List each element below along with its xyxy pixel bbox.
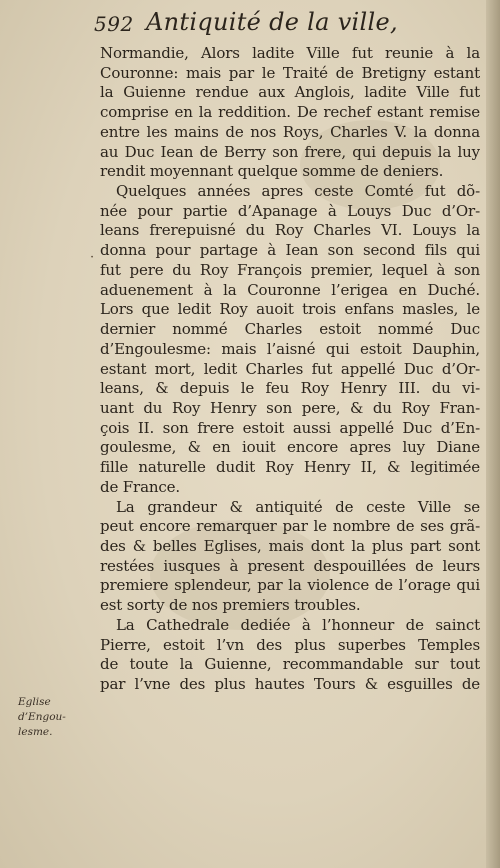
text-line: çois II. son frere estoit aussi appellé Duc d’En-: [100, 418, 480, 437]
text-line: Pierre, estoit l’vn des plus superbes Temples: [100, 635, 480, 654]
text-line: donna pour partage à Iean son second fils qui: [100, 241, 480, 260]
text-line: premiere splendeur, par la violence de l’orage qui: [100, 576, 480, 595]
text-line: dernier nommé Charles estoit nommé Duc: [100, 320, 480, 339]
page-header: [84, 4, 484, 42]
page-gutter-shadow: [486, 0, 500, 868]
text-line: comprise en la reddition. De rechef estant remise: [100, 103, 480, 122]
text-line: aduenement à la Couronne l’erigea en Duché.: [100, 280, 480, 299]
text-line: de France.: [100, 477, 180, 496]
text-line: d’Engoulesme: mais l’aisné qui estoit Dauphin,: [100, 339, 480, 358]
text-line: uant du Roy Henry son pere, & du Roy Fran-: [100, 398, 480, 417]
text-line: La Cathedrale dediée à l’honneur de sainct: [116, 615, 480, 634]
text-line: Normandie, Alors ladite Ville fut reunie à la: [100, 44, 480, 62]
text-line: la Guienne rendue aux Anglois, ladite Ville fut: [100, 83, 480, 102]
text-line: leans, & depuis le feu Roy Henry III. du vi-: [100, 379, 480, 398]
text-line: restées iusques à present despouillées de leurs: [100, 556, 480, 575]
text-line: rendit moyennant quelque somme de deniers.: [100, 162, 444, 181]
page-number: 592: [94, 12, 134, 36]
text-line: entre les mains de nos Roys, Charles V. la donna: [100, 122, 480, 141]
marginal-note-line: Eglise: [18, 696, 51, 708]
text-line: Couronne: mais par le Traité de Bretigny estant: [100, 63, 480, 82]
text-line: leans frerepuisné du Roy Charles VI. Louys la: [100, 221, 480, 240]
running-title: Antiquité de la ville,: [146, 8, 398, 36]
text-line: par l’vne des plus hautes Tours & esguilles de: [100, 675, 480, 693]
marginal-note-line: lesme.: [18, 726, 53, 738]
text-line: La grandeur & antiquité de ceste Ville se: [116, 497, 480, 516]
text-line: est sorty de nos premiers troubles.: [100, 596, 361, 615]
text-line: fille naturelle dudit Roy Henry II, & legitimée: [100, 458, 480, 477]
text-line: fut pere du Roy François premier, lequel à son: [100, 260, 480, 279]
text-line: née pour partie d’Apanage à Louys Duc d’Or-: [100, 201, 480, 220]
text-line: estant mort, ledit Charles fut appellé Duc d’Or-: [100, 359, 480, 378]
marginal-note: [18, 695, 80, 740]
text-line: goulesme, & en iouit encore apres luy Diane: [100, 438, 480, 457]
text-line: peut encore remarquer par le nombre de ses grã-: [100, 517, 480, 536]
marginal-note-line: d’Engou-: [18, 711, 66, 723]
text-line: Lors que ledit Roy auoit trois enfans masles, le: [100, 300, 480, 319]
text-line: au Duc Iean de Berry son frere, qui depuis la luy: [100, 142, 480, 161]
margin-mark: ·: [90, 250, 95, 265]
text-line: des & belles Eglises, mais dont la plus part sont: [100, 536, 480, 555]
text-line: Quelques années apres ceste Comté fut dõ-: [116, 182, 480, 201]
text-line: de toute la Guienne, recommandable sur tout: [100, 655, 480, 674]
body-text: [100, 44, 480, 695]
